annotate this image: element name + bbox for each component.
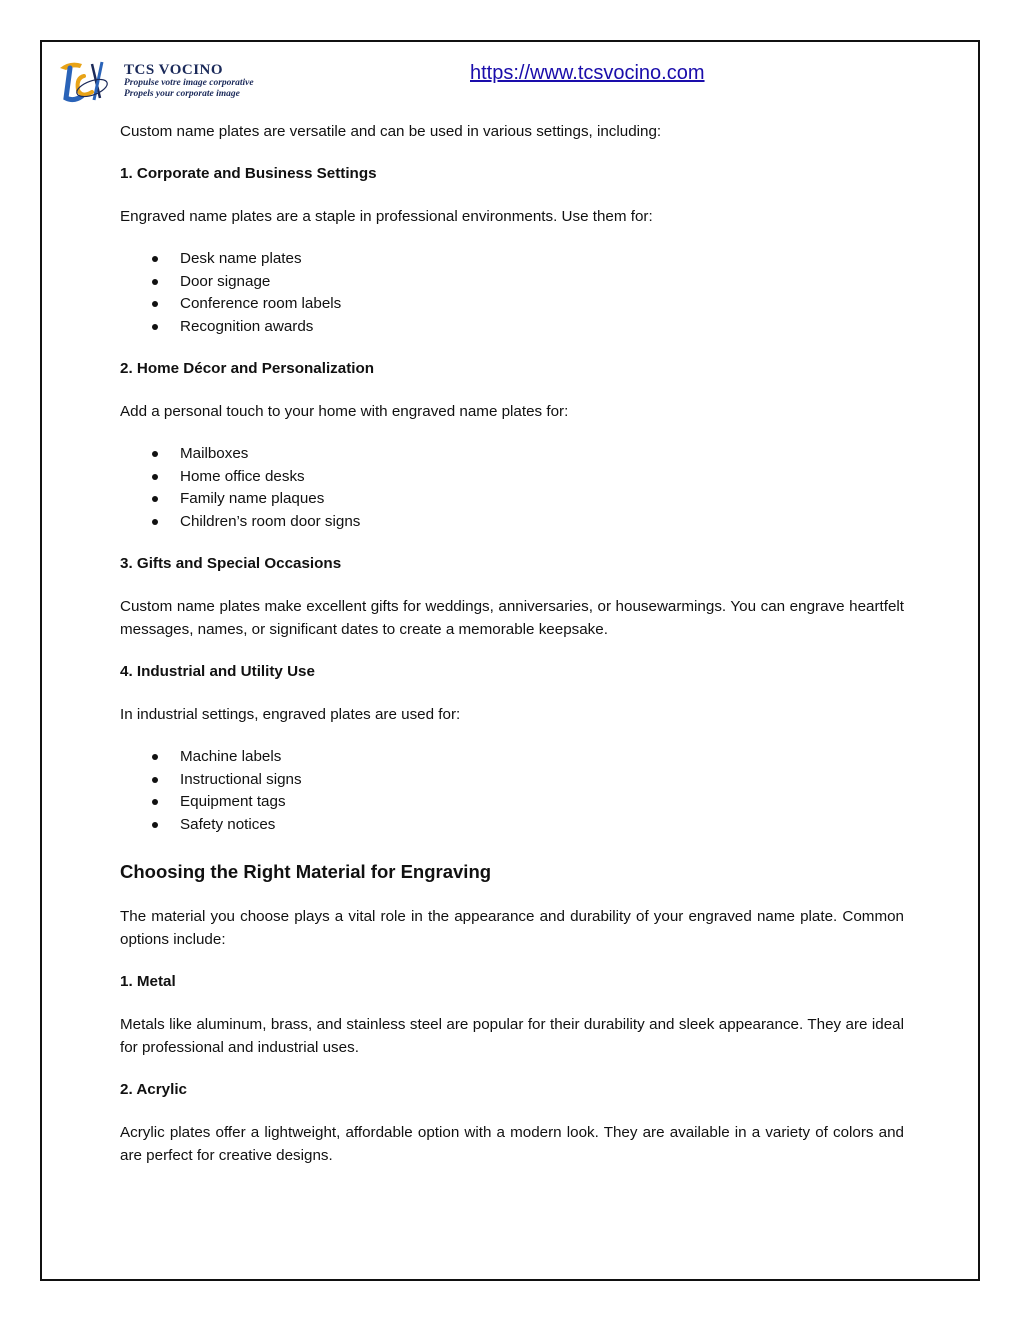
material-intro: The material you choose plays a vital role in the appearance and durability of your engraved name plate. Common options include: (120, 908, 904, 948)
list-item: Safety notices (120, 814, 904, 837)
logo-brand-name: TCS VOCINO (124, 62, 224, 78)
material-heading-metal: 1. Metal (120, 973, 176, 990)
bullet-icon (152, 777, 158, 783)
section-heading-home: 2. Home Décor and Personalization (120, 360, 375, 377)
bullet-icon (152, 519, 158, 525)
bullet-icon (152, 279, 158, 285)
list-item: Conference room labels (120, 293, 904, 316)
intro-paragraph: Custom name plates are versatile and can be used in various settings, including: (120, 123, 662, 140)
bullet-icon (152, 496, 158, 502)
list-item: Desk name plates (120, 248, 904, 271)
section-text-gifts: Custom name plates make excellent gifts for weddings, anniversaries, or housewarmings. You can engrave heartfelt messages, names, or significant dates to create a memorable keepsake. (120, 598, 904, 638)
bullet-icon (152, 799, 158, 805)
logo-tagline-english: Propels your corporate image (124, 89, 240, 99)
bullet-icon (152, 451, 158, 457)
list-home (120, 443, 904, 533)
bullet-icon (152, 754, 158, 760)
section-heading-industrial: 4. Industrial and Utility Use (120, 663, 315, 680)
material-section-title: Choosing the Right Material for Engraving (120, 861, 492, 882)
material-text-acrylic: Acrylic plates offer a lightweight, affordable option with a modern look. They are available in a variety of colors and are perfect for creative designs. (120, 1124, 904, 1164)
section-text-home: Add a personal touch to your home with engraved name plates for: (120, 403, 569, 420)
logo-tagline-french: Propulse votre image corporative (124, 78, 254, 88)
list-item: Home office desks (120, 466, 904, 489)
material-heading-acrylic: 2. Acrylic (120, 1081, 187, 1098)
list-item: Equipment tags (120, 791, 904, 814)
bullet-icon (152, 822, 158, 828)
list-item: Mailboxes (120, 443, 904, 466)
section-heading-corporate: 1. Corporate and Business Settings (120, 165, 377, 182)
bullet-icon (152, 256, 158, 262)
list-item: Family name plaques (120, 488, 904, 511)
list-item: Machine labels (120, 746, 904, 769)
section-text-industrial: In industrial settings, engraved plates are used for: (120, 706, 461, 723)
list-item: Instructional signs (120, 769, 904, 792)
list-item: Door signage (120, 271, 904, 294)
material-text-metal: Metals like aluminum, brass, and stainless steel are popular for their durability and sleek appearance. They are ideal for professional and industrial uses. (120, 1016, 904, 1056)
bullet-icon (152, 474, 158, 480)
section-heading-gifts: 3. Gifts and Special Occasions (120, 555, 342, 572)
bullet-icon (152, 324, 158, 330)
company-logo (56, 56, 306, 106)
bullet-icon (152, 301, 158, 307)
list-corporate (120, 248, 904, 338)
list-item: Recognition awards (120, 316, 904, 339)
list-industrial (120, 746, 904, 836)
page-header (56, 56, 956, 106)
website-link[interactable]: https://www.tcsvocino.com (470, 62, 705, 84)
section-text-corporate: Engraved name plates are a staple in professional environments. Use them for: (120, 208, 653, 225)
list-item: Children’s room door signs (120, 511, 904, 534)
tcs-logo-icon (56, 58, 118, 104)
